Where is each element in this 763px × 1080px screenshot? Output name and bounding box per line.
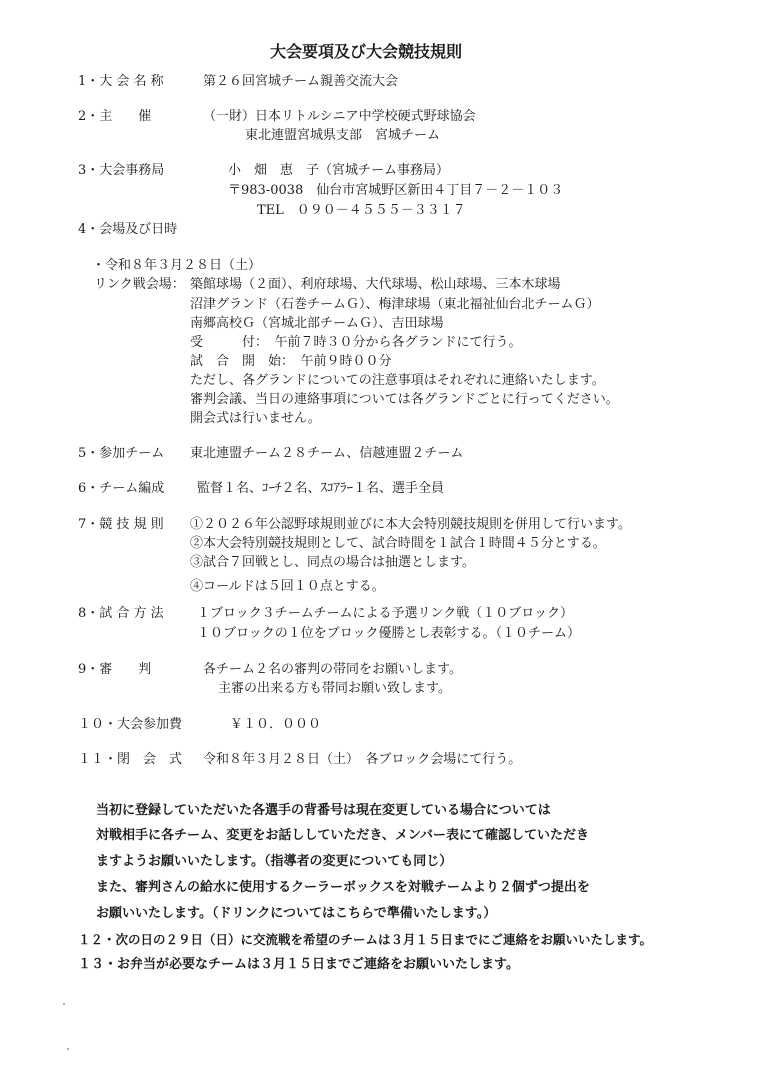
match-format-2: １０ブロックの１位をブロック優勝とし表彰する。（１０チーム） — [197, 626, 580, 641]
section-12: １２・次の日の２９日（日）に交流戦を希望のチームは３月１５日までにご連絡をお願いいたします。 — [78, 932, 653, 947]
notice-line-4: また、審判さんの給水に使用するクーラーボックスを対戦チームより２個ずつ提出を — [96, 880, 590, 895]
document-title: 大会要項及び大会競技規則 — [270, 42, 463, 61]
scan-speck — [67, 1048, 69, 1050]
section-9-label: 9・審 判 — [78, 662, 152, 677]
notice-line-5: お願いいたします。（ドリンクについてはこちらで準備いたします。） — [96, 906, 497, 921]
office-tel: TEL ０９０－４５５５－３３１７ — [257, 203, 466, 218]
venue-list-3: 南郷高校Ｇ（宮城北部チームＧ）、吉田球場 — [190, 316, 444, 331]
section-11-label: １１・閉 会 式 — [78, 752, 183, 767]
venue-note-3: 開会式は行いません。 — [190, 411, 321, 426]
section-8-label: 8・試 合 方 法 — [78, 606, 164, 621]
entry-fee: ￥１０．０００ — [230, 717, 322, 732]
section-1-label: 1・大 会 名 称 — [78, 74, 164, 89]
umpire-requirement-2: 主審の出来る方も帯同お願い致します。 — [218, 681, 451, 696]
section-4-label: 4・会場及び日時 — [78, 222, 178, 237]
rule-4: ④コールドは５回１０点とする。 — [190, 579, 385, 594]
organizer-line-1: （一財）日本リトルシニア中学校硬式野球協会 — [203, 109, 476, 124]
rule-3: ③試合７回戦とし、同点の場合は抽選とします。 — [190, 555, 475, 570]
notice-line-3: ますようお願いいたします。（指導者の変更についても同じ） — [96, 854, 453, 869]
venue-note-1: ただし、各グランドについての注意事項はそれぞれに連絡いたします。 — [190, 373, 605, 388]
reception-time: 受 付： 午前７時３０分から各グランドにて行う。 — [190, 335, 522, 350]
venue-note-2: 審判会議、当日の連絡事項については各グランドごとに行ってください。 — [190, 392, 619, 407]
office-contact-name: 小 畑 恵 子（宮城チーム事務局） — [228, 163, 450, 178]
rule-2: ②本大会特別競技規則として、試合時間を１試合１時間４５分とする。 — [190, 536, 606, 551]
section-10-label: １０・大会参加費 — [78, 717, 183, 732]
section-7-label: 7・競 技 規 則 — [78, 517, 164, 532]
section-13: １３・お弁当が必要なチームは３月１５日までご連絡をお願いいたします。 — [78, 957, 519, 972]
venue-list-2: 沼津グランド（石巻チームＧ）、梅津球場（東北福祉仙台北チームＧ） — [190, 297, 600, 312]
team-composition: 監督１名、ｺｰﾁ２名、ｽｺｱﾗｰ１名、選手全員 — [197, 481, 445, 496]
tournament-name: 第２６回宮城チーム親善交流大会 — [203, 74, 399, 89]
section-5-label: 5・参加チーム — [78, 446, 165, 461]
section-3-label: 3・大会事務局 — [78, 163, 165, 178]
umpire-requirement-1: 各チーム２名の審判の帯同をお願いします。 — [203, 662, 462, 677]
closing-ceremony: 令和８年３月２８日（土） 各ブロック会場にて行う。 — [203, 752, 522, 767]
game-start-time: 試 合 開 始： 午前９時００分 — [190, 354, 392, 369]
match-format-1: １ブロック３チームチームによる予選リンク戦（１０ブロック） — [197, 606, 573, 621]
section-6-label: 6・チーム編成 — [78, 481, 165, 496]
scan-speck — [63, 1003, 65, 1005]
venue-list-1: 築館球場（２面）、利府球場、大代球場、松山球場、三本木球場 — [190, 277, 561, 292]
section-2-label: 2・主 催 — [78, 109, 152, 124]
event-date: ・令和８年３月２８日（土） — [92, 258, 262, 273]
notice-line-2: 対戦相手に各チーム、変更をお話ししていただき、メンバー表にて確認していただき — [96, 828, 589, 843]
participating-teams: 東北連盟チーム２８チーム、信越連盟２チーム — [190, 446, 464, 461]
rule-1: ①２０２６年公認野球規則並びに本大会特別競技規則を併用して行います。 — [190, 517, 631, 532]
venue-label: リンク戦会場： — [94, 277, 185, 292]
office-address: 〒983-0038 仙台市宮城野区新田４丁目７－２－１０３ — [228, 183, 564, 198]
notice-line-1: 当初に登録していただいた各選手の背番号は現在変更している場合については — [96, 803, 551, 818]
organizer-line-2: 東北連盟宮城県支部 宮城チーム — [245, 128, 441, 143]
